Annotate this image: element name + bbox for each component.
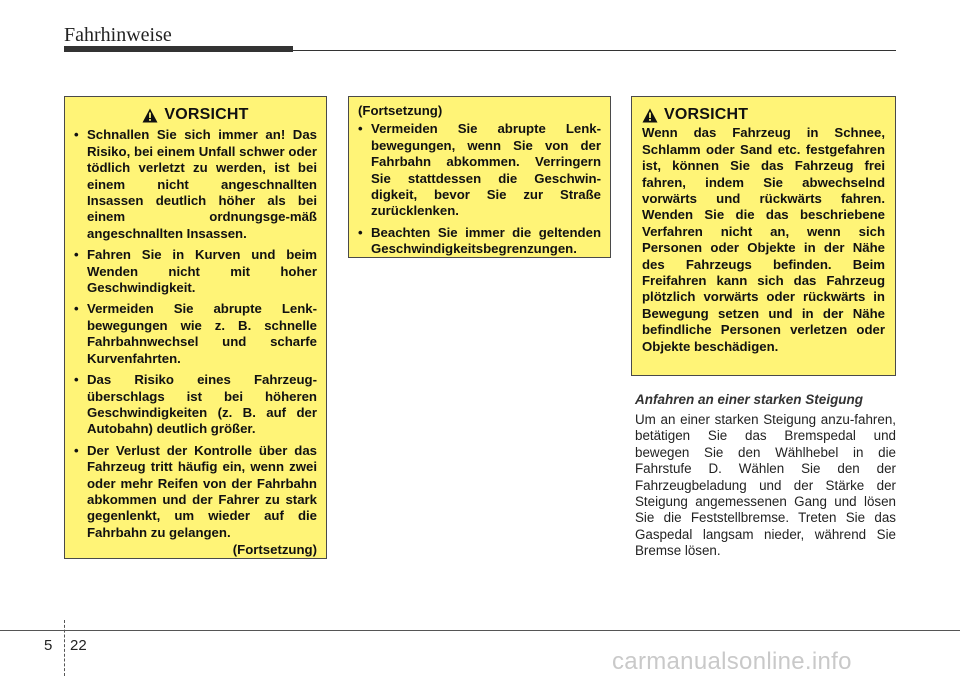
caution-title: VORSICHT (164, 106, 249, 123)
caution-heading (642, 107, 885, 123)
list-item: • Der Verlust der Kontrolle über das Fahrzeug tritt häufig ein, wenn zwei oder mehr Reifen von der Fahrbahn abkommen und der Fahrer zu stark gegenlenkt, um wieder auf die Fahrbahn zu gelangen. (74, 443, 317, 541)
list-item: • Das Risiko eines Fahrzeug-überschlags ist bei höheren Geschwindigkeiten (z. B. auf der Autobahn) deutlich größer. (74, 372, 317, 438)
warning-triangle-icon (642, 108, 658, 123)
section-heading: Anfahren an einer starken Steigung (635, 392, 864, 407)
caution-bullet-list (358, 121, 601, 257)
caution-box-driving (64, 96, 327, 559)
caution-heading (74, 107, 317, 123)
list-item: • Schnallen Sie sich immer an! Das Risiko, bei einem Unfall schwer oder tödlich verletzt zu werden, ist bei einem nicht angeschnallten Insassen deutlich höher als bei einem ordnungsge-mäß angeschnallten Insassen. (74, 127, 317, 242)
list-item: • Vermeiden Sie abrupte Lenk-bewegungen, wenn Sie von der Fahrbahn abkommen. Verringern Sie stattdessen die Geschwin-digkeit, bevor Sie zur Straße zurücklenken. (358, 121, 601, 219)
caution-text: Wenn das Fahrzeug in Schnee, Schlamm oder Sand etc. festgefahren ist, können Sie das Fahrzeug frei fahren, indem Sie abwechselnd vorwärts und rückwärts fahren. Wenden Sie die das beschriebene Verfahren nicht an, wenn sich Personen oder Objekte in der Nähe des Fahrzeugs befinden. Beim Freifahren kann sich das Fahrzeug plötzlich vorwärts oder rückwärts in Bewegung setzen und in der Nähe befindliche Personen verletzen oder Objekte beschädigen. (642, 125, 885, 354)
watermark: carmanualsonline.info (612, 648, 852, 675)
continued-note: (Fortsetzung) (232, 542, 317, 558)
footer-divider (64, 620, 65, 676)
caution-title: VORSICHT (664, 106, 749, 123)
list-item: • Vermeiden Sie abrupte Lenk-bewegungen wie z. B. schnelle Fahrbahnwechsel und scharfe Kurvenfahrten. (74, 301, 317, 367)
page-number: 22 (70, 637, 87, 654)
caution-box-stuck-vehicle (631, 96, 896, 376)
section-number: 5 (44, 637, 53, 654)
footer-rule (0, 630, 960, 631)
caution-box-continuation (348, 96, 611, 258)
caution-bullet-list (74, 127, 317, 541)
continuation-label: (Fortsetzung) (358, 103, 443, 118)
chapter-title: Fahrhinweise (64, 24, 172, 46)
header-rule (64, 50, 896, 51)
warning-triangle-icon (142, 108, 158, 123)
header-thick-rule (64, 46, 293, 52)
list-item: • Fahren Sie in Kurven und beim Wenden nicht mit hoher Geschwindigkeit. (74, 247, 317, 296)
section-body: Um an einer starken Steigung anzu-fahren, betätigen Sie das Bremspedal und bewegen Sie den Wählhebel in die Fahrstufe D. Wählen Sie den der Fahrzeugbeladung und der Stärke der Steigung angemessenen Gang und lösen Sie die Feststellbremse. Treten Sie das Gaspedal langsam nieder, während Sie Bremse lösen. (635, 412, 896, 559)
list-item: • Beachten Sie immer die geltenden Geschwindigkeitsbegrenzungen. (358, 225, 601, 258)
